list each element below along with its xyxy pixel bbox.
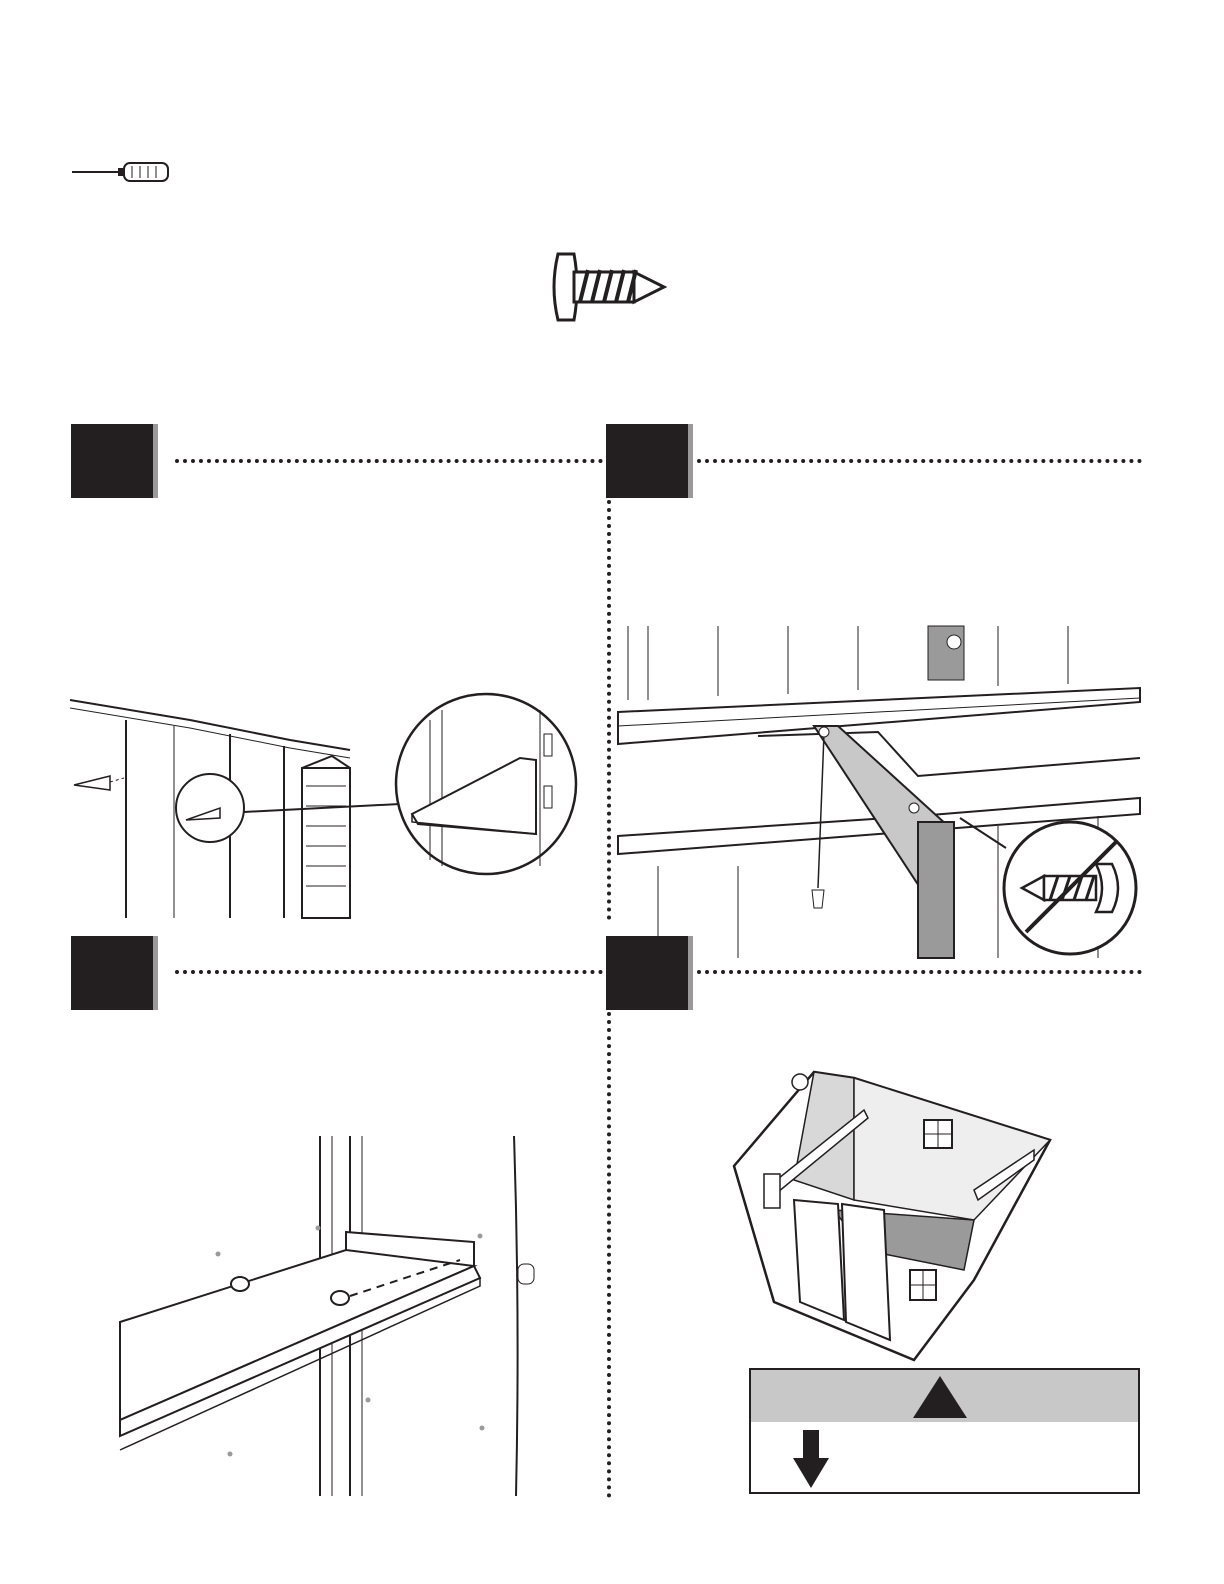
down-arrow-icon	[793, 1430, 829, 1488]
divider-step-d	[697, 970, 1142, 974]
divider-step-c	[175, 970, 603, 974]
step-a-marker	[71, 424, 153, 498]
step-b-marker	[606, 424, 688, 498]
divider-step-b	[697, 459, 1142, 463]
shelf-bracket-insertion	[70, 690, 590, 920]
warning-box	[749, 1368, 1140, 1494]
pan-head-screw-icon	[548, 250, 668, 324]
divider-vertical-bottom	[607, 1012, 611, 1498]
completed-shed-with-shelves	[734, 1070, 1054, 1362]
shelf-attachment	[120, 1136, 530, 1496]
no-screw-callout	[1000, 820, 1142, 956]
screwdriver-icon	[70, 160, 170, 184]
warning-triangle-icon	[911, 1374, 969, 1420]
divider-step-a	[175, 459, 603, 463]
step-c-marker	[71, 936, 153, 1010]
divider-vertical-top	[607, 500, 611, 920]
